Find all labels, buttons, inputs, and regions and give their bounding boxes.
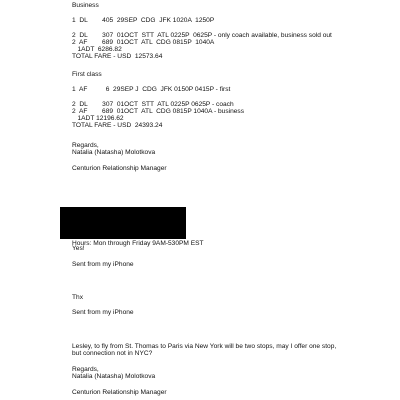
signature-regards: Regards, — [72, 366, 99, 373]
fare-line: 1ADT 6286.82 — [72, 46, 122, 53]
fare-line: 1ADT 12196.62 — [72, 115, 124, 122]
first-class-heading: First class — [72, 71, 102, 78]
itinerary-line: 2 DL 307 01OCT STT ATL 0225P 0625P - coach — [72, 101, 234, 108]
signature-name: Natalia (Natasha) Molotkova — [72, 373, 156, 380]
sent-from-iphone: Sent from my iPhone — [72, 261, 134, 268]
signature-title: Centurion Relationship Manager — [72, 389, 167, 396]
reply-thx: Thx — [72, 294, 83, 301]
signature-regards: Regards, — [72, 142, 99, 149]
itinerary-line: 2 AF 689 01OCT ATL CDG 0815P 1040A — [72, 39, 215, 46]
signature-name: Natalia (Natasha) Molotkova — [72, 149, 156, 156]
question-text: Lesley, to fly from St. Thomas to Paris via New York will be two stops, may I offer one stop, — [72, 343, 337, 350]
signature-title: Centurion Relationship Manager — [72, 165, 167, 172]
business-heading: Business — [72, 2, 99, 9]
question-text: but connection not in NYC? — [72, 350, 153, 357]
total-fare: TOTAL FARE - USD 12573.64 — [72, 53, 163, 60]
itinerary-line: 1 AF 6 29SEP J CDG JFK 0150P 0415P - first — [72, 86, 231, 93]
reply-yes: Yes! — [72, 245, 85, 252]
itinerary-line: 1 DL 405 29SEP CDG JFK 1020A 1250P — [72, 17, 215, 24]
itinerary-line: 2 DL 307 01OCT STT ATL 0225P 0625P - only coach available, business sold out — [72, 32, 332, 39]
office-hours: Hours: Mon through Friday 9AM-530PM EST — [72, 240, 204, 247]
itinerary-line: 2 AF 689 01OCT ATL CDG 0815P 1040A - business — [72, 108, 245, 115]
total-fare: TOTAL FARE - USD 24393.24 — [72, 122, 163, 129]
sent-from-iphone: Sent from my iPhone — [72, 309, 134, 316]
redaction-block — [60, 207, 186, 239]
